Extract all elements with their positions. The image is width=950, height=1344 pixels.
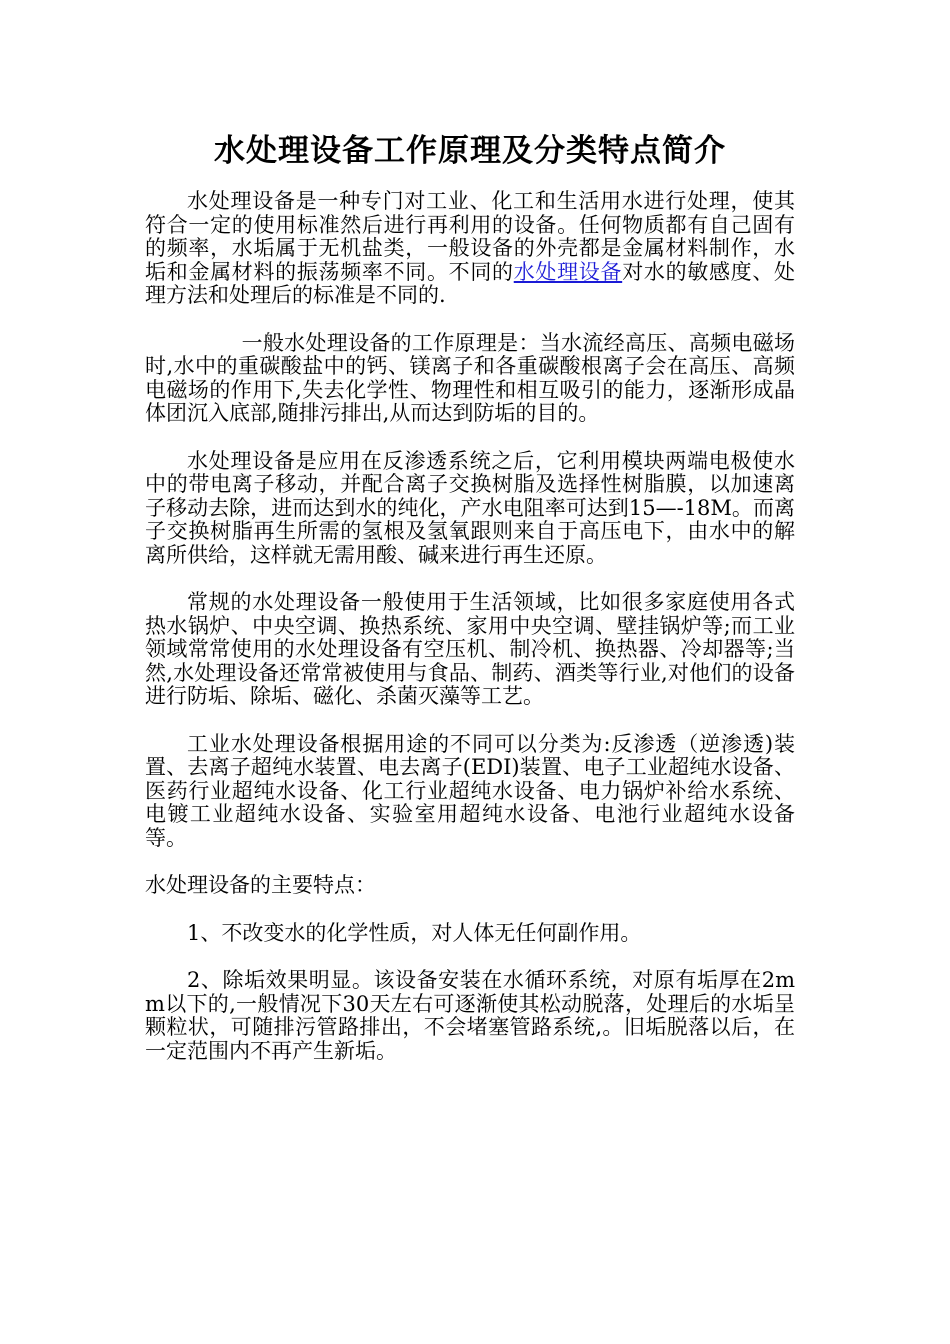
intro-text-before: 水处理设备是一种专门对工业、化工和生活用水进行处理，使其符合一定的使用标准然后进行再利用的设备。任何物质都有自己固有的频率，水垢属于无机盐类，一般设备的外壳都是金属材料制作，水垢和金属材料的振荡频率不同。不同的 [145,189,795,284]
paragraph-principle: 一般水处理设备的工作原理是：当水流经高压、高频电磁场时,水中的重碳酸盐中的钙、镁离子和各重碳酸根离子会在高压、高频电磁场的作用下,失去化学性、物理性和相互吸引的能力，逐渐形成晶体团沉入底部,随排污排出,从而达到防垢的目的。 [145,330,795,425]
page-title: 水处理设备工作原理及分类特点简介 [214,133,726,169]
paragraph-classification: 工业水处理设备根据用途的不同可以分类为:反渗透（逆渗透)装置、去离子超纯水装置、电去离子(EDI)装置、电子工业超纯水设备、医药行业超纯水设备、化工行业超纯水设备、电力锅炉补给水系统、电镀工业超纯水设备、实验室用超纯水设备、电池行业超纯水设备等。 [145,731,795,850]
feature-item-2: 2、除垢效果明显。该设备安装在水循环系统，对原有垢厚在2mm以下的,一般情况下30天左右可逐渐使其松动脱落，处理后的水垢呈颗粒状，可随排污管路排出，不会堵塞管路系统,。旧垢脱落以后，在一定范围内不再产生新垢。 [145,968,795,1063]
feature-item-1: 1、不改变水的化学性质，对人体无任何副作用。 [187,920,642,945]
document-page [145,128,795,1087]
paragraph-intro [145,190,795,308]
features-heading: 水处理设备的主要特点： [145,873,376,897]
paragraph-edi: 水处理设备是应用在反渗透系统之后，它利用模块两端电极使水中的带电离子移动，并配合离子交换树脂及选择性树脂膜，以加速离子移动去除，进而达到水的纯化，产水电阻率可达到15—-18M。而离子交换树脂再生所需的氢根及氢氧跟则来自于高压电下，由水中的解离所供给，这样就无需用酸、碱来进行再生还原。 [145,448,795,567]
intro-text-after: 对水的敏感度、处理方法和处理后的标准是不同的. [145,259,796,307]
water-treatment-link[interactable]: 水处理设备 [513,259,623,284]
paragraph-applications: 常规的水处理设备一般使用于生活领域，比如很多家庭使用各式热水锅炉、中央空调、换热系统、家用中央空调、壁挂锅炉等;而工业领域常常使用的水处理设备有空压机、制冷机、换热器、冷却器等;当然,水处理设备还常常被使用与食品、制药、酒类等行业,对他们的设备进行防垢、除垢、磁化、杀菌灭藻等工艺。 [145,590,795,708]
